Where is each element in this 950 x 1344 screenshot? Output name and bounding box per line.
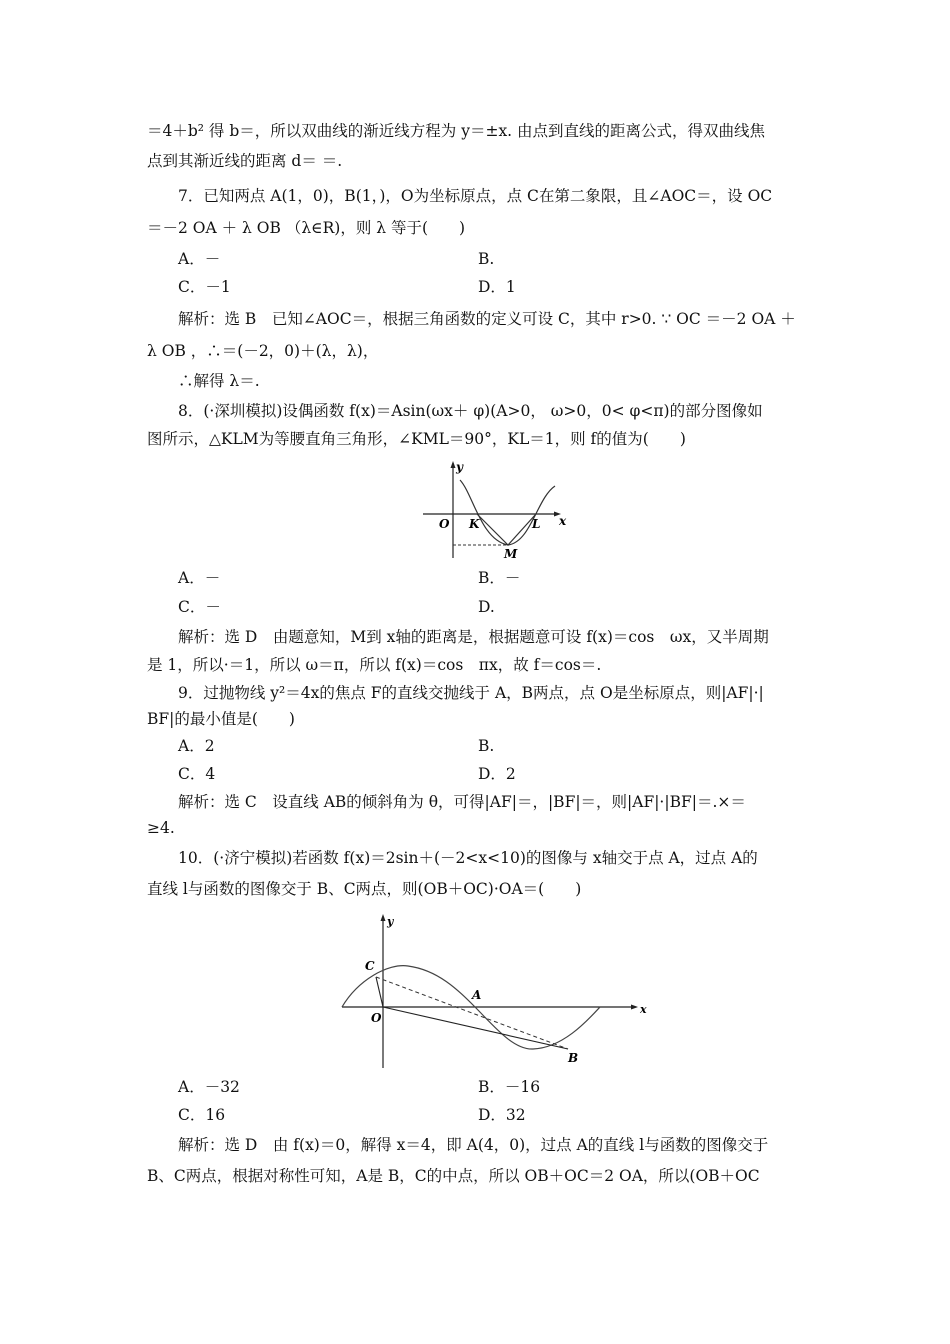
question-10-cont: 直线 l与函数的图像交于 B、C两点，则(OB＋OC)·OA＝( ): [147, 880, 582, 898]
option-b: B．－: [478, 569, 521, 587]
label-y: y: [456, 460, 463, 474]
question-7: 7．已知两点 A(1，0)，B(1，)，O为坐标原点，点 C在第二象限，且∠AOC＝，设 OC: [178, 187, 773, 205]
label-c: C: [365, 959, 375, 973]
y-axis-arrow: [381, 914, 386, 921]
option-c: C．4: [178, 765, 216, 783]
option-d: D．32: [478, 1106, 526, 1124]
question-8-cont: 图所示，△KLM为等腰直角三角形，∠KML＝90°，KL＝1，则 f的值为( ): [147, 430, 686, 448]
question-7-cont: ＝－2 OA ＋ λ OB （λ∈R)，则 λ 等于( ): [147, 219, 466, 237]
question-9: 9．过抛物线 y²＝4x的焦点 F的直线交抛线于 A，B两点，点 O是坐标原点，则|AF|·|: [178, 684, 764, 702]
solution-7: 解析：选 B 已知∠AOC＝，根据三角函数的定义可设 C，其中 r>0. ∵ OC ＝－2 OA ＋: [178, 310, 796, 328]
option-c: C．16: [178, 1106, 226, 1124]
solution-7-cont: ∴解得 λ＝.: [178, 372, 260, 390]
solution-8: 解析：选 D 由题意知，M到 x轴的距离是，根据题意可设 f(x)＝cos ωx，又半周期: [178, 628, 769, 646]
text-line: ＝4＋b² 得 b＝，所以双曲线的渐近线方程为 y＝±x. 由点到直线的距离公式，得双曲线焦: [147, 122, 766, 140]
label-o: O: [439, 517, 450, 531]
curve: [460, 480, 555, 545]
option-d: D．1: [478, 278, 516, 296]
solution-9: 解析：选 C 设直线 AB的倾斜角为 θ，可得|AF|＝，|BF|＝，则|AF|·|BF|＝.×＝: [178, 793, 746, 811]
label-b: B: [568, 1051, 579, 1065]
option-a: A．－: [178, 250, 221, 268]
option-b: B．－16: [478, 1078, 541, 1096]
option-c: C．－: [178, 598, 221, 616]
label-x: x: [640, 1003, 647, 1016]
question-9-cont: BF|的最小值是( ): [147, 710, 295, 728]
text-line: 点到其渐近线的距离 d＝ ＝.: [147, 152, 343, 170]
label-k: K: [469, 517, 480, 531]
label-m: M: [504, 547, 518, 561]
label-o: O: [371, 1011, 382, 1025]
figure-8-graph: [415, 458, 575, 562]
label-a: A: [472, 988, 482, 1002]
question-10: 10．(·济宁模拟)若函数 f(x)＝2sin＋(－2<x<10)的图像与 x轴交于点 A，过点 A的: [178, 849, 758, 867]
solution-7-cont: λ OB ，∴＝(－2，0)＋(λ，λ)，: [147, 342, 379, 360]
option-c: C．－1: [178, 278, 231, 296]
segment-ob: [383, 1007, 568, 1049]
solution-10: 解析：选 D 由 f(x)＝0，解得 x＝4，即 A(4，0)，过点 A的直线 l与函数的图像交于: [178, 1136, 769, 1154]
option-a: A．－32: [178, 1078, 240, 1096]
figure-10-graph: [338, 910, 658, 1072]
solution-10-cont: B、C两点，根据对称性可知，A是 B，C的中点，所以 OB＋OC＝2 OA，所以(OB＋OC: [147, 1167, 760, 1185]
label-l: L: [532, 517, 541, 531]
option-a: A．2: [178, 737, 215, 755]
x-axis-arrow: [631, 1005, 638, 1010]
option-d: D．2: [478, 765, 516, 783]
question-8: 8．(·深圳模拟)设偶函数 f(x)＝Asin(ωx＋ φ)(A>0， ω>0，0< φ<π)的部分图像如: [178, 402, 763, 420]
option-a: A．－: [178, 569, 221, 587]
label-y: y: [387, 915, 394, 928]
solution-8-cont: 是 1，所以·＝1，所以 ω＝π，所以 f(x)＝cos πx，故 f＝cos＝.: [147, 656, 602, 674]
y-axis-arrow: [451, 461, 456, 468]
option-d: D.: [478, 598, 495, 616]
option-b: B.: [478, 250, 495, 268]
option-b: B.: [478, 737, 495, 755]
solution-9-cont: ≥4.: [147, 819, 175, 837]
segment-oc: [376, 977, 383, 1007]
label-x: x: [559, 514, 567, 528]
